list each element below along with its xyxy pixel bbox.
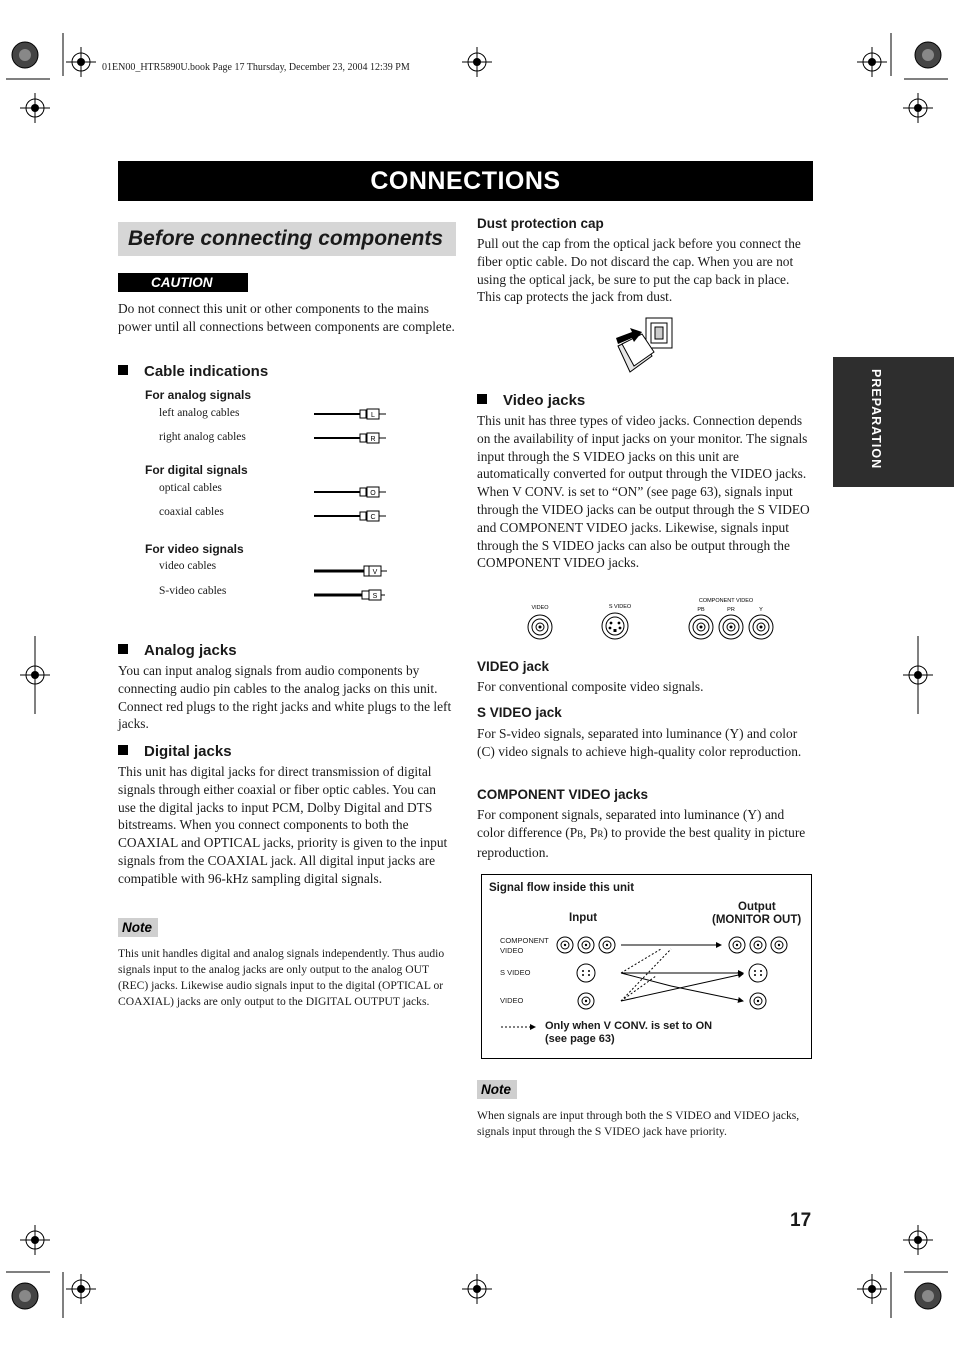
component-pb-jack-icon — [689, 615, 713, 639]
svg-text:PB: PB — [697, 607, 705, 613]
flow-input-svideo-jack — [577, 964, 595, 982]
video-jacks-text: This unit has three types of video jacks. Connection depends on the availability of input jacks on your monitor. The signals input through the S VIDEO jacks on this unit are automatically converted for output through the VIDEO jacks. When V CONV. is set to “ON” (see page 63), signals input through the VIDEO jacks can be output through the S VIDEO and COMPONENT VIDEO jacks. Likewise, signals input through the S VIDEO jacks can also be output through the COMPONENT VIDEO jacks. — [477, 413, 810, 571]
dust-cap-text: Pull out the cap from the optical jack before you connect the fiber optic cable. Do not discard the cap. When you are not using the optical jack, be sure to put the cap back in place. This cap protects the jack from dust. — [477, 236, 801, 305]
cable-label-optical: optical cables — [159, 482, 222, 494]
svg-text:R: R — [370, 436, 376, 443]
side-tab-label: PREPARATION — [869, 369, 883, 470]
crop-mark-top-right — [857, 33, 948, 123]
component-pr-jack-icon — [719, 615, 743, 639]
video-jack-icon — [528, 615, 552, 639]
page-title: CONNECTIONS — [118, 161, 813, 201]
cable-indications-heading: Cable indications — [118, 363, 268, 380]
plug-left-analog-icon — [314, 409, 386, 419]
plug-coaxial-icon — [314, 511, 386, 521]
note-label-right: Note — [477, 1080, 517, 1099]
note-text-left: This unit handles digital and analog signals independently. Thus audio signals input to the analog jacks are only output to the analog OUT (REC) jacks. Likewise audio signals input to the digital (OPTICAL or COAXIAL) jacks are only output to the DIGITAL OUTPUT jacks. — [118, 947, 445, 1008]
side-tab-preparation — [833, 357, 954, 487]
flow-output-video-jack — [750, 993, 766, 1009]
svg-text:PR: PR — [727, 607, 735, 613]
svg-text:C: C — [370, 514, 376, 521]
crop-mark-top-left — [6, 33, 96, 123]
analog-jacks-heading: Analog jacks — [118, 642, 237, 659]
note-label-left: Note — [118, 918, 158, 937]
svg-text:L: L — [371, 412, 375, 419]
crop-mark-bottom-left — [6, 1225, 96, 1318]
svg-text:S VIDEO: S VIDEO — [608, 604, 632, 610]
analog-signals-subheading: For analog signals — [145, 388, 252, 402]
note-text-right: When signals are input through both the S VIDEO and VIDEO jacks, signals input through the S VIDEO jack have priority. — [477, 1109, 800, 1138]
svg-text:O: O — [370, 490, 376, 497]
digital-jacks-text: This unit has digital jacks for direct transmission of digital signals through either coaxial or fiber optic cables. You can use the digital jacks to input PCM, Dolby Digital and DTS bitstreams. When you connect components to both the COAXIAL and OPTICAL jacks, priority is given to the input signals from the COAXIAL jack. All digital input jacks are compatible with 96-kHz sampling digital signals. — [118, 764, 448, 886]
crop-mark-bottom-center — [462, 1274, 492, 1304]
svideo-jack-text: For S-video signals, separated into luminance (Y) and color (C) video signals to achieve high-quality color reproduction. — [477, 726, 802, 759]
signal-flow-output-label: Output — [738, 901, 776, 913]
cable-label-coaxial: coaxial cables — [159, 506, 224, 518]
svideo-jack-heading: S VIDEO jack — [477, 705, 562, 720]
svg-text:COMPONENT VIDEO: COMPONENT VIDEO — [698, 598, 754, 604]
component-y-jack-icon — [749, 615, 773, 639]
section-title: Before connecting components — [118, 222, 456, 256]
video-jack-heading: VIDEO jack — [477, 659, 550, 674]
dust-cap-heading: Dust protection cap — [477, 216, 604, 231]
crop-mark-bottom-right — [857, 1225, 948, 1318]
crop-mark-top-center — [462, 47, 492, 77]
component-video-jacks-text: For component signals, separated into luminance (Y) and color difference (PB, PR) to provide the best quality in picture reproduction. — [477, 807, 806, 860]
plug-video-icon — [314, 566, 387, 576]
crop-mark-mid-right — [903, 636, 933, 714]
svg-text:Y: Y — [759, 607, 763, 613]
book-header: 01EN00_HTR5890U.book Page 17 Thursday, December 23, 2004 12:39 PM — [102, 62, 410, 73]
flow-output-component-jacks — [729, 937, 787, 953]
cable-label-svideo: S-video cables — [159, 585, 227, 597]
video-jack-text: For conventional composite video signals. — [477, 679, 704, 694]
video-signals-subheading: For video signals — [145, 542, 244, 556]
cable-plug-illustrations — [312, 405, 392, 605]
flow-output-svideo-jack — [749, 964, 767, 982]
video-jacks-heading: Video jacks — [477, 392, 585, 409]
analog-jacks-text: You can input analog signals from audio components by connecting audio pin cables to the analog jacks on this unit. Connect red plugs to the right jacks and white plugs to the left jacks. — [118, 663, 452, 732]
signal-flow-legend-line2: (see page 63) — [545, 1033, 615, 1045]
digital-jacks-heading: Digital jacks — [118, 743, 232, 760]
flow-input-component-jacks — [557, 937, 615, 953]
flow-row-svideo-label: S VIDEO — [500, 968, 531, 977]
cable-label-video: video cables — [159, 560, 217, 572]
crop-mark-mid-left — [20, 636, 50, 714]
cable-label-left-analog: left analog cables — [159, 407, 240, 419]
component-video-jacks-heading: COMPONENT VIDEO jacks — [477, 787, 649, 802]
plug-optical-icon — [314, 487, 386, 497]
dust-cap-illustration — [612, 316, 676, 374]
signal-flow-title: Signal flow inside this unit — [489, 882, 635, 894]
digital-signals-subheading: For digital signals — [145, 463, 248, 477]
svg-text:VIDEO: VIDEO — [531, 605, 549, 611]
flow-row-component-label: COMPONENT — [500, 936, 549, 945]
svideo-jack-icon — [602, 613, 628, 639]
plug-svideo-icon — [314, 590, 385, 600]
svg-text:S: S — [372, 593, 378, 600]
signal-flow-legend-line1: Only when V CONV. is set to ON — [545, 1020, 713, 1032]
caution-label: CAUTION — [118, 273, 248, 292]
plug-right-analog-icon — [314, 433, 386, 443]
signal-flow-output-sub-label: (MONITOR OUT) — [712, 914, 802, 926]
page-number: 17 — [790, 1210, 812, 1231]
flow-input-video-jack — [578, 993, 594, 1009]
signal-flow-input-label: Input — [569, 912, 598, 924]
cable-label-right-analog: right analog cables — [159, 431, 246, 443]
flow-row-video-label: VIDEO — [500, 996, 524, 1005]
svg-text:V: V — [372, 569, 378, 576]
flow-row-component-label-2: VIDEO — [500, 946, 524, 955]
video-jacks-diagram — [520, 596, 780, 644]
caution-text: Do not connect this unit or other components to the mains power until all connections between components are complete. — [118, 301, 455, 334]
